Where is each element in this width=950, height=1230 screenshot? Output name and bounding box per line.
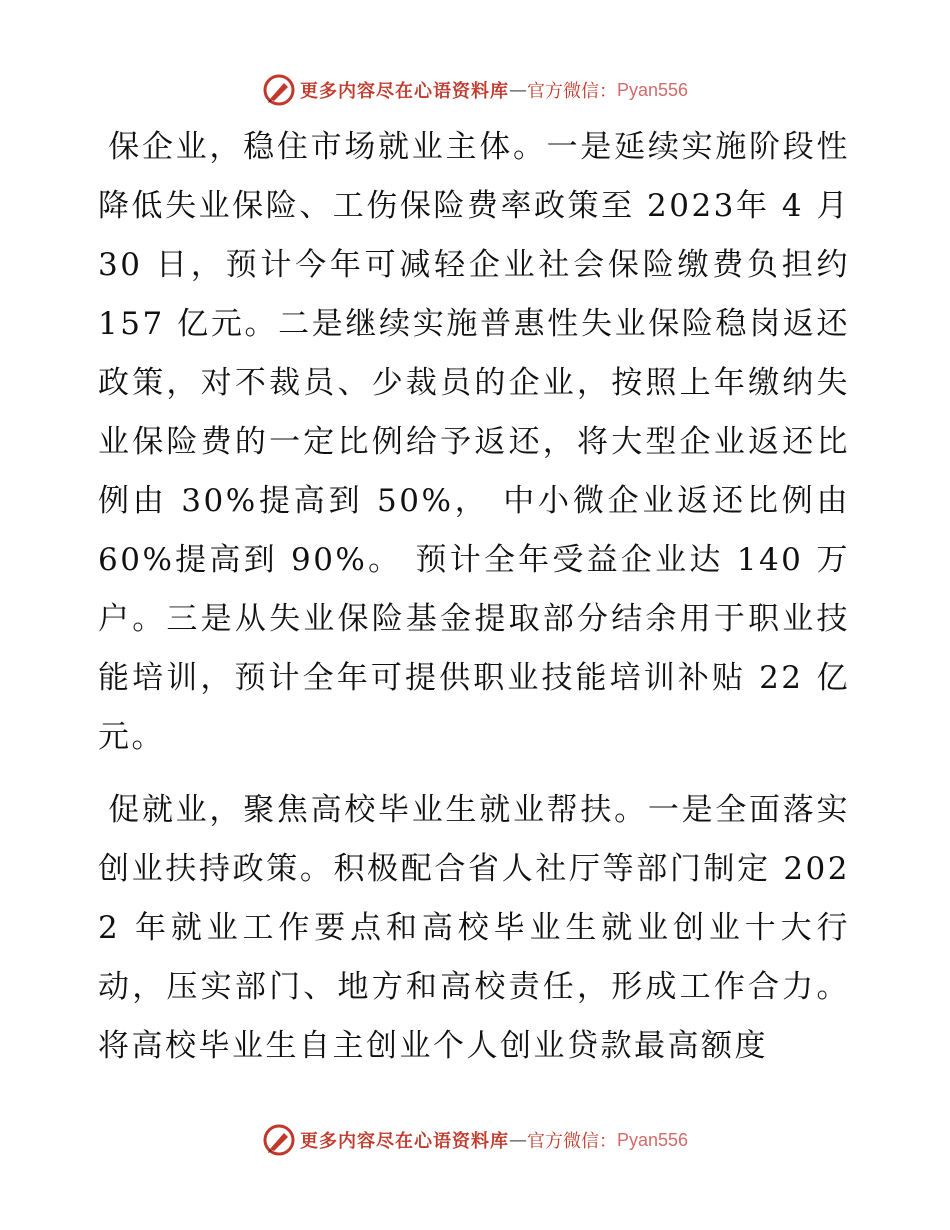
- pen-logo-icon: [262, 1123, 296, 1157]
- paragraph-1: [98, 118, 850, 767]
- watermark-main-text: 更多内容尽在心语资料库: [299, 81, 509, 102]
- paragraph-2-text: 促就业，聚焦高校毕业生就业帮扶。一是全面落实创业扶持政策。积极配合省人社厅等部门制定 2022 年就业工作要点和高校毕业生就业创业十大行动，压实部门、地方和高校责任，形成工作合力。将高校毕业生自主创业个人创业贷款最高额度: [98, 792, 850, 1064]
- watermark-wechat-id: Pyan556: [616, 79, 689, 100]
- paragraph-2: [98, 781, 850, 1076]
- document-body: [98, 118, 850, 1090]
- watermark-wechat-label: 官方微信：: [526, 1131, 617, 1152]
- watermark-separator: —: [508, 1129, 527, 1151]
- paragraph-1-text: 保企业，稳住市场就业主体。一是延续实施阶段性降低失业保险、工伤保险费率政策至 2023年 4 月 30 日，预计今年可减轻企业社会保险缴费负担约 157 亿元。二是继续实施普惠性失业保险稳岗返还政策，对不裁员、少裁员的企业，按照上年缴纳失业保险费的一定比例给予返还，将大型企业返还比例由 30%提高到 50%， 中小微企业返还比例由 60%提高到 90%。 预计全年受益企业达 140 万户。三是从失业保险基金提取部分结余用于职业技能培训，预计全年可提供职业技能培训补贴 22 亿元。: [98, 129, 850, 755]
- header-watermark: [0, 70, 950, 110]
- watermark-separator: —: [508, 79, 527, 101]
- footer-watermark: [0, 1120, 950, 1160]
- watermark-main-text: 更多内容尽在心语资料库: [299, 1131, 509, 1152]
- watermark-wechat-label: 官方微信：: [526, 81, 617, 102]
- watermark-wechat-id: Pyan556: [616, 1129, 689, 1150]
- pen-logo-icon: [262, 73, 296, 107]
